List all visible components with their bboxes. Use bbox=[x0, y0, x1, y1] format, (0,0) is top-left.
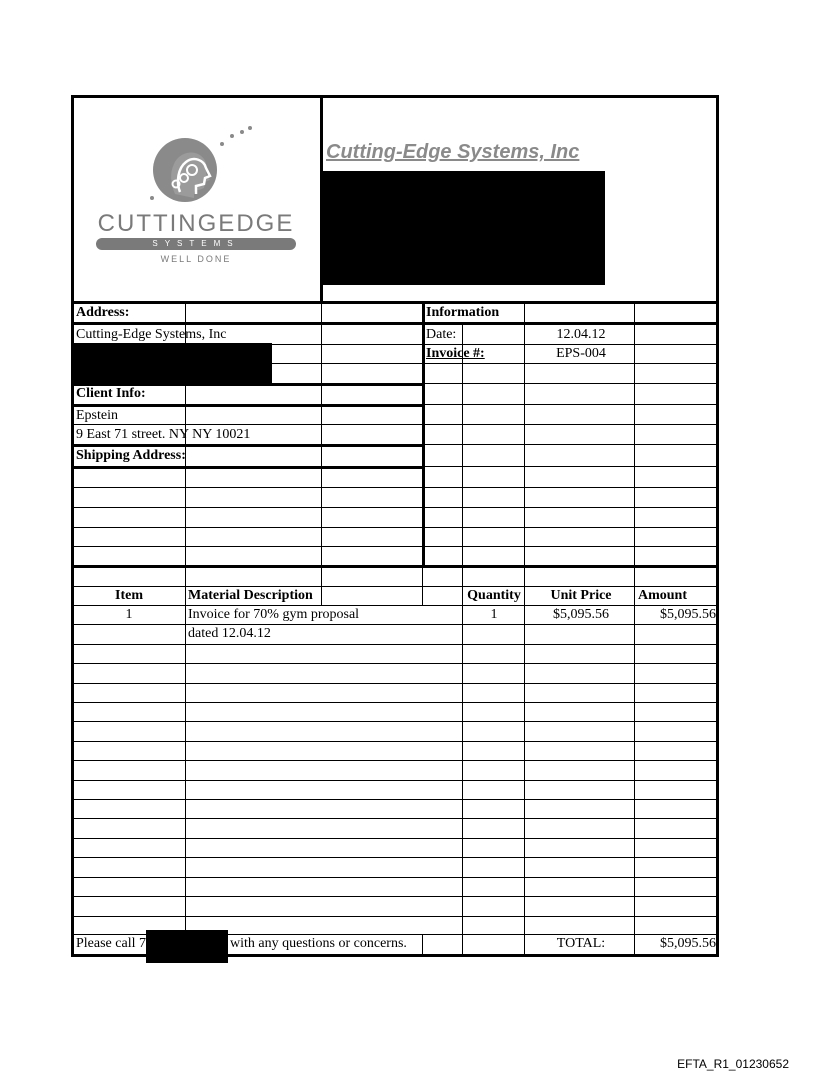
grid-line bbox=[72, 424, 717, 425]
grid-line bbox=[424, 383, 717, 384]
logo-subword: SYSTEMS bbox=[96, 238, 296, 250]
client-name: Epstein bbox=[76, 408, 118, 423]
item-number: 1 bbox=[125, 607, 133, 622]
company-name: Cutting-Edge Systems, Inc bbox=[326, 141, 580, 163]
address-company: Cutting-Edge Systems, Inc bbox=[76, 327, 227, 342]
grid-line bbox=[424, 466, 717, 467]
total-label: TOTAL: bbox=[556, 936, 606, 951]
section-divider bbox=[72, 565, 717, 568]
header-divider-horizontal bbox=[72, 301, 718, 304]
grid-line bbox=[72, 683, 717, 684]
grid-line bbox=[72, 877, 717, 878]
grid-line bbox=[321, 303, 322, 565]
company-logo bbox=[140, 122, 260, 212]
header-description: Material Description bbox=[188, 588, 313, 603]
grid-line bbox=[72, 857, 717, 858]
grid-line bbox=[72, 741, 717, 742]
header-quantity: Quantity bbox=[467, 588, 521, 603]
grid-line bbox=[634, 567, 635, 954]
total-value: $5,095.56 bbox=[660, 936, 716, 951]
grid-line bbox=[72, 466, 424, 469]
document-id: EFTA_R1_01230652 bbox=[677, 1057, 789, 1071]
address-label: Address: bbox=[76, 305, 130, 320]
logo-wordmark: CUTTINGEDGE bbox=[97, 210, 295, 237]
header-item: Item bbox=[115, 588, 143, 603]
item-quantity: 1 bbox=[490, 607, 498, 622]
item-amount: $5,095.56 bbox=[660, 607, 716, 622]
grid-line bbox=[72, 322, 717, 325]
grid-line bbox=[72, 507, 717, 508]
grid-line bbox=[72, 624, 717, 625]
grid-line bbox=[72, 663, 717, 664]
grid-line bbox=[72, 760, 717, 761]
item-description-line2: dated 12.04.12 bbox=[188, 626, 271, 641]
footer-note-suffix: with any questions or concerns. bbox=[230, 936, 407, 951]
head-gears-icon bbox=[140, 122, 260, 212]
grid-line bbox=[424, 404, 717, 405]
information-label: Information bbox=[426, 305, 500, 320]
phone-redaction bbox=[146, 930, 228, 963]
grid-line bbox=[72, 818, 717, 819]
grid-line bbox=[72, 799, 717, 800]
grid-line bbox=[422, 567, 423, 605]
invoice-number-label: Invoice #: bbox=[426, 346, 485, 361]
logo-tagline: WELL DONE bbox=[160, 254, 232, 264]
grid-line bbox=[524, 303, 525, 565]
header-unit-price: Unit Price bbox=[550, 588, 612, 603]
grid-line bbox=[72, 780, 717, 781]
item-description-line1: Invoice for 70% gym proposal bbox=[188, 607, 360, 622]
grid-line bbox=[72, 527, 717, 528]
grid-line bbox=[72, 644, 717, 645]
invoice-number-value: EPS-004 bbox=[556, 346, 606, 361]
grid-line bbox=[72, 605, 717, 606]
header-divider-vertical bbox=[320, 96, 323, 303]
grid-line bbox=[72, 721, 717, 722]
grid-line bbox=[422, 303, 425, 565]
grid-line bbox=[72, 546, 717, 547]
grid-line bbox=[524, 567, 525, 954]
client-info-label: Client Info: bbox=[76, 386, 146, 401]
grid-line bbox=[462, 567, 463, 954]
grid-line bbox=[72, 586, 717, 587]
grid-line bbox=[72, 896, 717, 897]
grid-line bbox=[321, 567, 322, 605]
grid-line bbox=[72, 404, 424, 407]
grid-line bbox=[424, 444, 717, 445]
item-unit-price: $5,095.56 bbox=[553, 607, 609, 622]
redaction-block bbox=[322, 171, 605, 285]
grid-line bbox=[72, 838, 717, 839]
footer-note-prefix: Please call 7 bbox=[76, 936, 146, 951]
client-address: 9 East 71 street. NY NY 10021 bbox=[76, 427, 251, 442]
grid-line bbox=[72, 444, 424, 447]
grid-line bbox=[72, 702, 717, 703]
grid-line bbox=[422, 934, 423, 954]
grid-line bbox=[72, 487, 717, 488]
grid-line bbox=[72, 916, 717, 917]
header-amount: Amount bbox=[638, 588, 688, 603]
address-redaction bbox=[72, 343, 272, 383]
date-value: 12.04.12 bbox=[556, 327, 606, 342]
shipping-address-label: Shipping Address: bbox=[76, 448, 186, 463]
date-label: Date: bbox=[426, 327, 457, 342]
